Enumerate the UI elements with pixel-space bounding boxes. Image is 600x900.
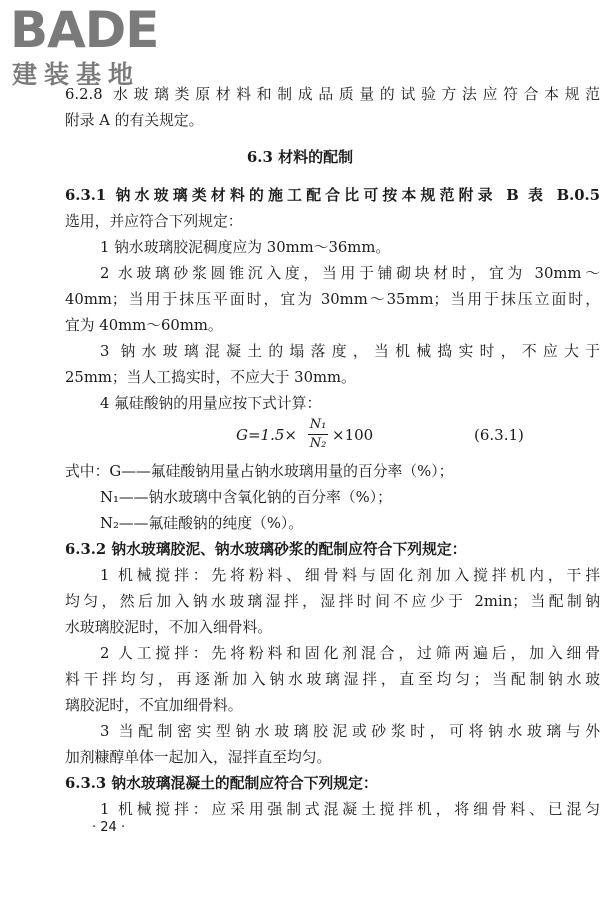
- clause-6-3-3-item-1-line-1: 1 机械搅拌：应采用强制式混凝土搅拌机，将细骨料、已混匀: [100, 801, 600, 818]
- item-2-line-3: 宜为 40mm～60mm。: [65, 317, 223, 334]
- section-title: 6.3 材料的配制: [246, 148, 354, 166]
- page-number: · 24 ·: [92, 820, 126, 835]
- formula-tail: ×100: [332, 426, 374, 444]
- clause-6-3-2-item-1-line-2: 均匀，然后加入钠水玻璃湿拌，湿拌时间不应少于 2min；当配制钠: [65, 593, 600, 610]
- clause-6-3-2-item-2-line-2: 料干拌均匀，再逐渐加入钠水玻璃湿拌，直至均匀；当配制钠水玻: [65, 671, 600, 688]
- clause-6-2-8-line-2: 附录 A 的有关规定。: [65, 112, 204, 129]
- clause-6-3-2-item-2-line-1: 2 人工搅拌：先将粉料和固化剂混合，过筛两遍后，加入细骨: [100, 645, 600, 662]
- clause-6-3-3-line-1: 6.3.3 钠水玻璃混凝土的配制应符合下列规定：: [65, 775, 378, 792]
- formula-6-3-1: [0, 417, 600, 457]
- clause-6-3-2-line-1: 6.3.2 钠水玻璃胶泥、钠水玻璃砂浆的配制应符合下列规定：: [65, 541, 467, 558]
- clause-6-3-1-line-2: 选用，并应符合下列规定：: [65, 213, 243, 230]
- formula-denominator: N₂: [309, 436, 327, 451]
- clause-6-3-2-item-1-line-3: 水玻璃胶泥时，不加入细骨料。: [65, 619, 273, 636]
- clause-6-3-1-line-1: 6.3.1 钠水玻璃类材料的施工配合比可按本规范附录 B 表 B.0.5: [65, 187, 600, 204]
- formula-numerator: N₁: [309, 417, 327, 432]
- clause-6-3-2-item-1-line-1: 1 机械搅拌：先将粉料、细骨料与固化剂加入搅拌机内，干拌: [100, 567, 600, 584]
- item-2-line-1: 2 水玻璃砂浆圆锥沉入度，当用于铺砌块材时，宜为 30mm～: [100, 265, 600, 282]
- equation-number: (6.3.1): [474, 426, 524, 444]
- item-1-line-1: 1 钠水玻璃胶泥稠度应为 30mm～36mm。: [100, 239, 391, 256]
- formula-lhs: G=1.5×: [236, 426, 297, 444]
- logo-subtitle: 建装基地: [12, 60, 141, 89]
- item-2-line-2: 40mm；当用于抹压平面时，宜为 30mm～35mm；当用于抹压立面时，: [65, 291, 600, 308]
- clause-6-3-2-item-2-line-3: 璃胶泥时，不宜加细骨料。: [65, 697, 243, 714]
- clause-6-3-2-item-3-line-2: 加剂糠醇单体一起加入，湿拌直至均匀。: [65, 749, 332, 766]
- item-3-line-2: 25mm；当人工捣实时，不应大于 30mm。: [65, 369, 356, 386]
- where-line-g: 式中：G——氟硅酸钠用量占钠水玻璃用量的百分率（%）；: [65, 463, 454, 480]
- where-line-n1: N₁——钠水玻璃中含氧化钠的百分率（%）；: [100, 489, 392, 506]
- where-line-n2: N₂——氟硅酸钠的纯度（%）。: [100, 515, 304, 532]
- bade-logo: [10, 1, 180, 90]
- logo-wordmark: BADE: [10, 1, 159, 59]
- formula-fraction: [308, 416, 328, 453]
- item-4-line-1: 4 氟硅酸钠的用量应按下式计算：: [100, 395, 322, 412]
- clause-6-3-2-item-3-line-1: 3 当配制密实型钠水玻璃胶泥或砂浆时，可将钠水玻璃与外: [100, 723, 600, 740]
- clause-6-2-8-line-1: 6.2.8 水玻璃类原材料和制成品质量的试验方法应符合本规范: [65, 86, 600, 103]
- item-3-line-1: 3 钠水玻璃混凝土的塌落度，当机械捣实时，不应大于: [100, 343, 600, 360]
